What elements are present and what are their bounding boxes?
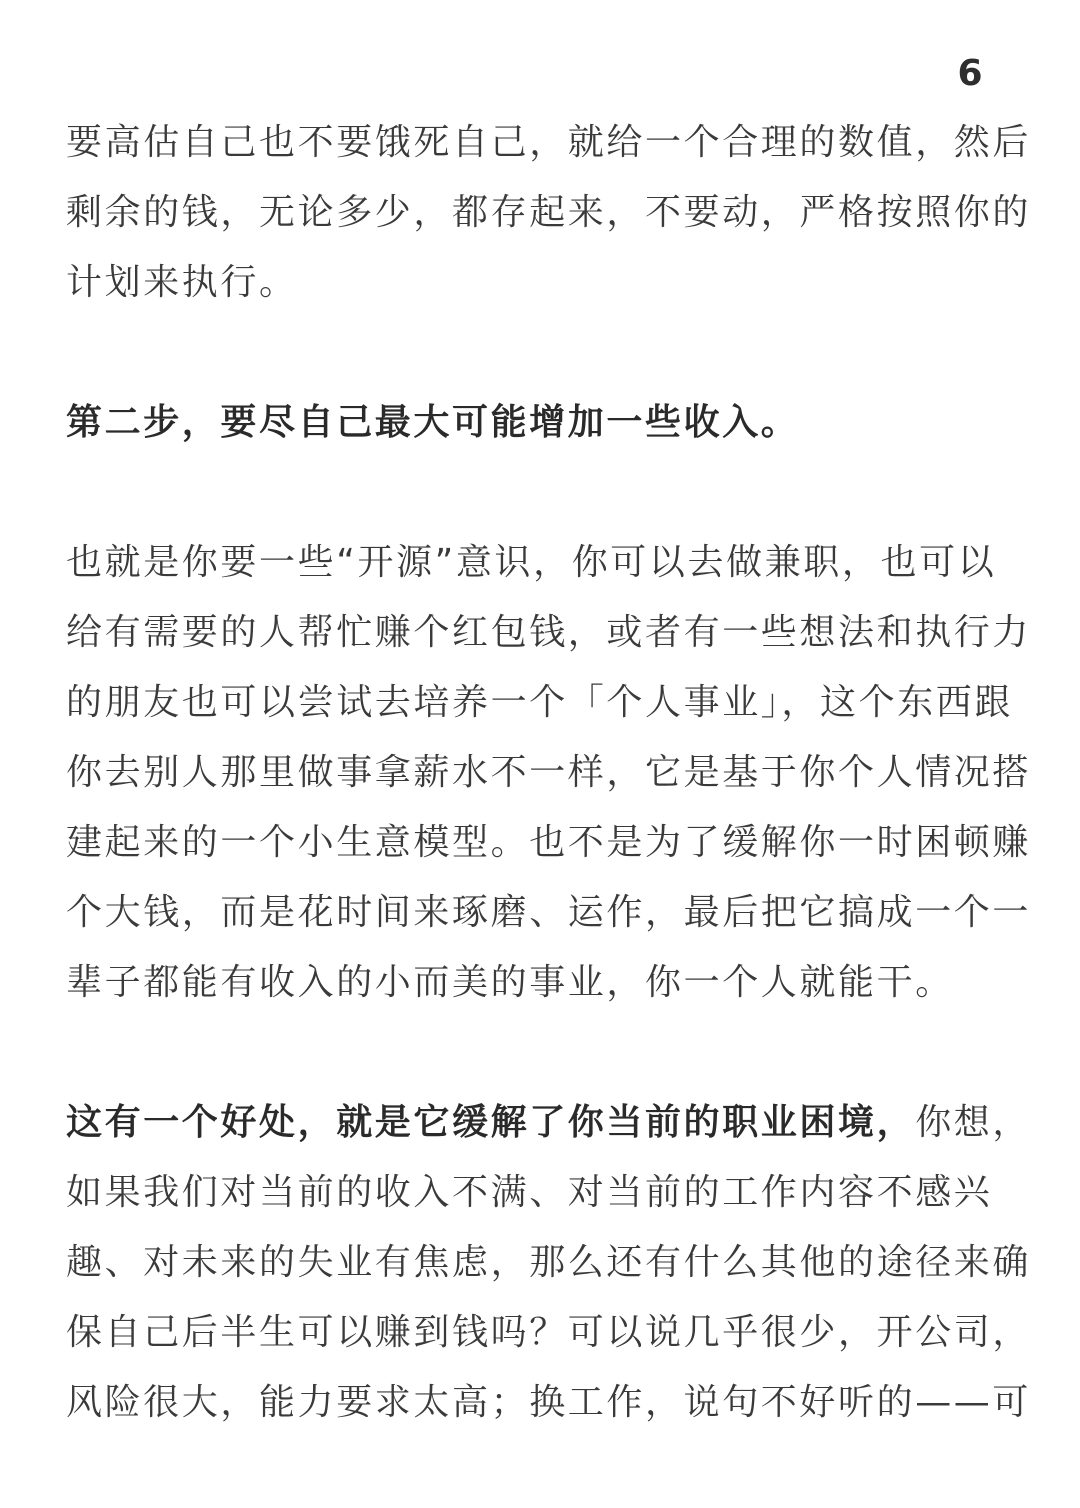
text-line: 给有需要的人帮忙赚个红包钱，或者有一些想法和执行力 <box>66 612 1032 653</box>
paragraph-budget <box>66 108 1032 318</box>
text-line: 的朋友也可以尝试去培养一个「个人事业」，这个东西跟 <box>66 682 1014 723</box>
text-line: 也就是你要一些“开源”意识，你可以去做兼职，也可以 <box>66 542 997 583</box>
text-line: 辈子都能有收入的小而美的事业，你一个人就能干。 <box>66 962 954 1003</box>
text-line: 计划来执行。 <box>66 262 298 303</box>
paragraph-side-income <box>66 528 1032 1018</box>
text-line: 风险很大，能力要求太高；换工作，说句不好听的——可 <box>66 1382 1032 1423</box>
emphasis-text: 这有一个好处，就是它缓解了你当前的职业困境， <box>66 1102 916 1143</box>
section-heading: 第二步，要尽自己最大可能增加一些收入。 <box>66 402 800 443</box>
text-line: 保自己后半生可以赚到钱吗？可以说几乎很少，开公司， <box>66 1312 1032 1353</box>
inline-text: 你想， <box>915 1102 1032 1143</box>
text-line: 你去别人那里做事拿薪水不一样，它是基于你个人情况搭 <box>66 752 1032 793</box>
paragraph-step-two <box>66 388 1016 458</box>
text-line: 剩余的钱，无论多少，都存起来，不要动，严格按照你的 <box>66 192 1032 233</box>
text-line: 个大钱，而是花时间来琢磨、运作，最后把它搞成一个一 <box>66 892 1032 933</box>
text-line: 要高估自己也不要饿死自己，就给一个合理的数值，然后 <box>66 122 1032 163</box>
text-line: 如果我们对当前的收入不满、对当前的工作内容不感兴 <box>66 1172 993 1213</box>
text-line: 趣、对未来的失业有焦虑，那么还有什么其他的途径来确 <box>66 1242 1032 1283</box>
text-line: 建起来的一个小生意模型。也不是为了缓解你一时困顿赚 <box>66 822 1032 863</box>
article-body <box>66 108 1032 1508</box>
text-line <box>66 1088 1032 1158</box>
paragraph-benefit <box>66 1088 1032 1438</box>
page-number: 6 <box>957 53 983 94</box>
